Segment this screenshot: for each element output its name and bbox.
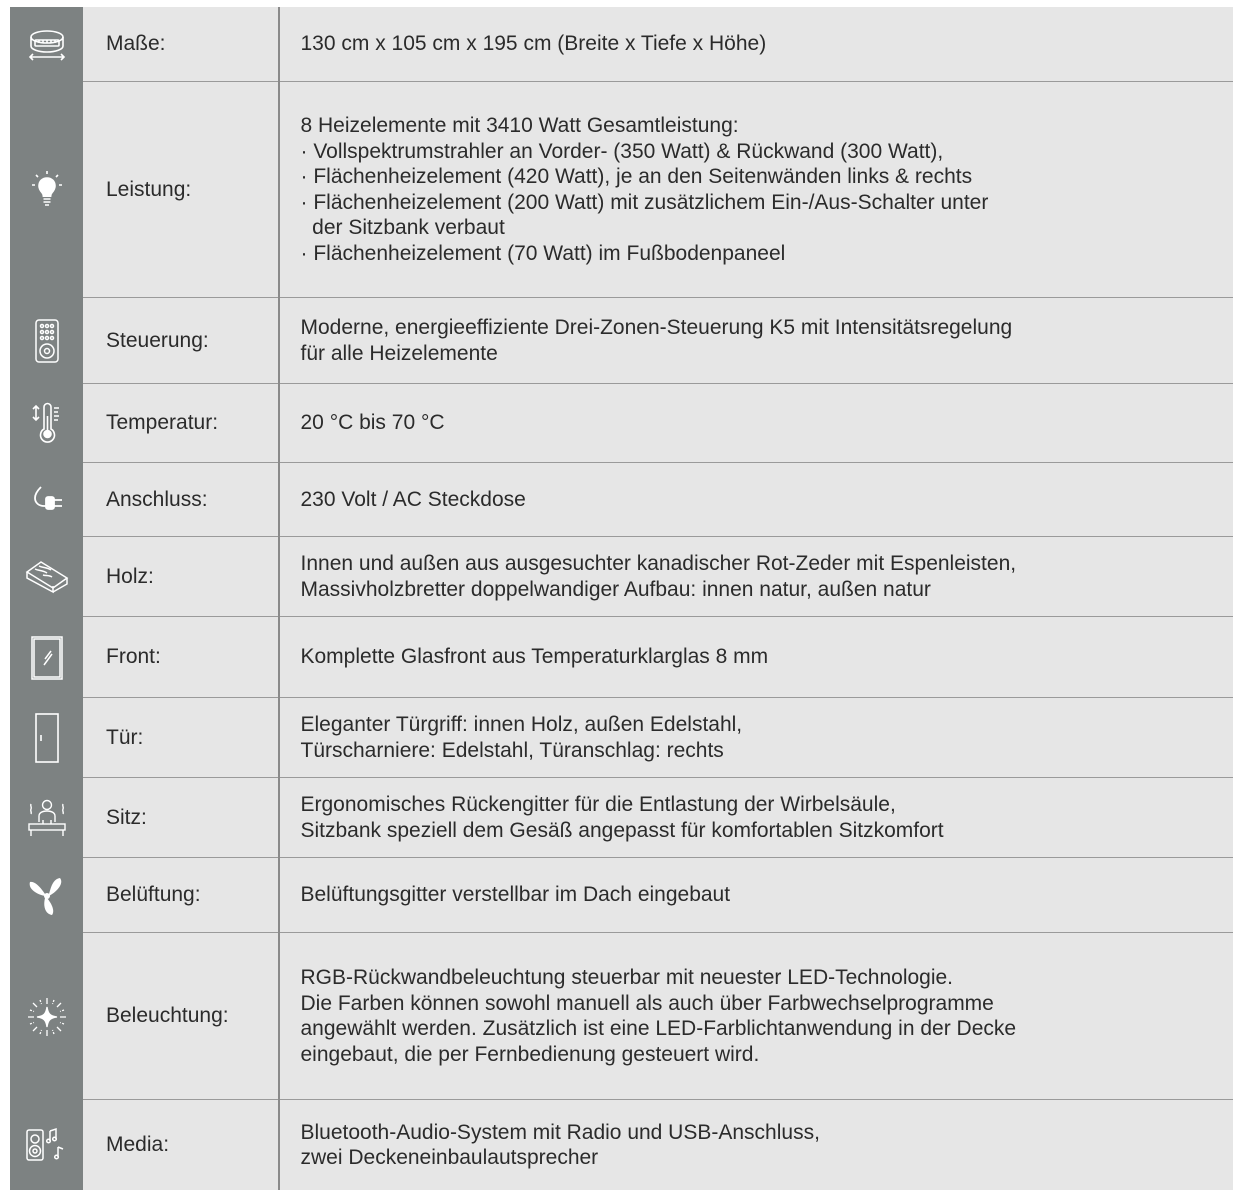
spec-row	[10, 698, 1233, 778]
spec-value	[280, 298, 1233, 384]
spec-value	[280, 778, 1233, 858]
spec-value-line: Eleganter Türgriff: innen Holz, außen Edelstahl,	[300, 713, 743, 736]
spec-value-line: 20 °C bis 70 °C	[300, 411, 445, 435]
spec-label: Tür:	[83, 698, 278, 778]
spec-label: Temperatur:	[83, 384, 278, 463]
spec-value-line: · Flächenheizelement (70 Watt) im Fußbodenpaneel	[300, 241, 786, 265]
spec-value	[280, 933, 1233, 1100]
fan-icon	[10, 858, 83, 933]
spec-value-line: 230 Volt / AC Steckdose	[300, 487, 526, 511]
light-bulb-icon	[10, 82, 83, 298]
spec-value-line: Die Farben können sowohl manuell als auch über Farbwechselprogramme	[300, 991, 994, 1015]
spec-label: Steuerung:	[83, 298, 278, 384]
spec-row	[10, 537, 1233, 617]
thermometer-icon	[10, 384, 83, 463]
spec-row	[10, 858, 1233, 933]
glass-front-icon	[10, 617, 83, 698]
spec-value-line: RGB-Rückwandbeleuchtung steuerbar mit neuester LED-Technologie.	[300, 966, 954, 989]
spec-value-line: Komplette Glasfront aus Temperaturklarglas 8 mm	[300, 645, 769, 669]
spec-value	[280, 384, 1233, 463]
spec-value-line: · Flächenheizelement (200 Watt) mit zusätzlichem Ein-/Aus-Schalter unter	[300, 190, 989, 214]
spec-value-line: Innen und außen aus ausgesuchter kanadischer Rot-Zeder mit Espenleisten,	[300, 552, 1017, 575]
spec-value	[280, 463, 1233, 537]
spec-value-line: Bluetooth-Audio-System mit Radio und USB-Anschluss,	[300, 1120, 820, 1144]
spec-value-line: Moderne, energieeffiziente Drei-Zonen-Steuerung K5 mit Intensitätsregelung	[300, 316, 1013, 339]
spec-value	[280, 617, 1233, 698]
sparkle-light-icon	[10, 933, 83, 1100]
spec-label: Sitz:	[83, 778, 278, 858]
spec-label: Maße:	[83, 7, 278, 82]
spec-label: Front:	[83, 617, 278, 698]
spec-row	[10, 463, 1233, 537]
seated-person-icon	[10, 778, 83, 858]
spec-value-line: · Vollspektrumstrahler an Vorder- (350 Watt) & Rückwand (300 Watt),	[300, 139, 944, 163]
spec-value	[280, 82, 1233, 298]
spec-value	[280, 537, 1233, 617]
spec-sheet	[10, 7, 1233, 1190]
spec-row	[10, 384, 1233, 463]
spec-row	[10, 298, 1233, 384]
spec-value-line: Sitzbank speziell dem Gesäß angepasst für komfortablen Sitzkomfort	[300, 818, 944, 842]
spec-row	[10, 933, 1233, 1100]
spec-value	[280, 7, 1233, 82]
door-icon	[10, 698, 83, 778]
spec-row	[10, 82, 1233, 298]
spec-value-line: · Flächenheizelement (420 Watt), je an den Seitenwänden links & rechts	[300, 165, 973, 188]
spec-value	[280, 1100, 1233, 1190]
spec-value-line: für alle Heizelemente	[300, 341, 498, 365]
spec-value-line: der Sitzbank verbaut	[300, 216, 505, 239]
spec-row	[10, 617, 1233, 698]
spec-label: Media:	[106, 1133, 170, 1156]
spec-label: Beleuchtung:	[83, 933, 278, 1100]
spec-value-line: 130 cm x 105 cm x 195 cm (Breite x Tiefe x Höhe)	[300, 32, 767, 56]
spec-label: Anschluss:	[83, 463, 278, 537]
speaker-music-icon	[10, 1100, 83, 1190]
remote-control-icon	[10, 298, 83, 384]
spec-label: Holz:	[83, 537, 278, 617]
spec-value-line: Türscharniere: Edelstahl, Türanschlag: rechts	[300, 738, 724, 762]
spec-value-line: zwei Deckeneinbaulautsprecher	[300, 1146, 599, 1169]
spec-value	[280, 698, 1233, 778]
spec-value-line: angewählt werden. Zusätzlich ist eine LED-Farblichtanwendung in der Decke	[300, 1017, 1017, 1040]
spec-value-line: Massivholzbretter doppelwandiger Aufbau: innen natur, außen natur	[300, 577, 931, 601]
power-plug-icon	[10, 463, 83, 537]
spec-row	[10, 7, 1233, 82]
spec-value-line: 8 Heizelemente mit 3410 Watt Gesamtleistung:	[300, 114, 739, 137]
spec-value-line: eingebaut, die per Fernbedienung gesteuert wird.	[300, 1042, 760, 1066]
spec-row	[10, 778, 1233, 858]
wood-plank-icon	[10, 537, 83, 617]
spec-row	[10, 1100, 1233, 1190]
spec-label: Belüftung:	[83, 858, 278, 933]
spec-label: Leistung:	[83, 82, 278, 298]
spec-value-line: Ergonomisches Rückengitter für die Entlastung der Wirbelsäule,	[300, 793, 896, 816]
tape-measure-icon	[10, 7, 83, 82]
spec-value-line: Belüftungsgitter verstellbar im Dach eingebaut	[300, 883, 731, 907]
spec-value	[280, 858, 1233, 933]
